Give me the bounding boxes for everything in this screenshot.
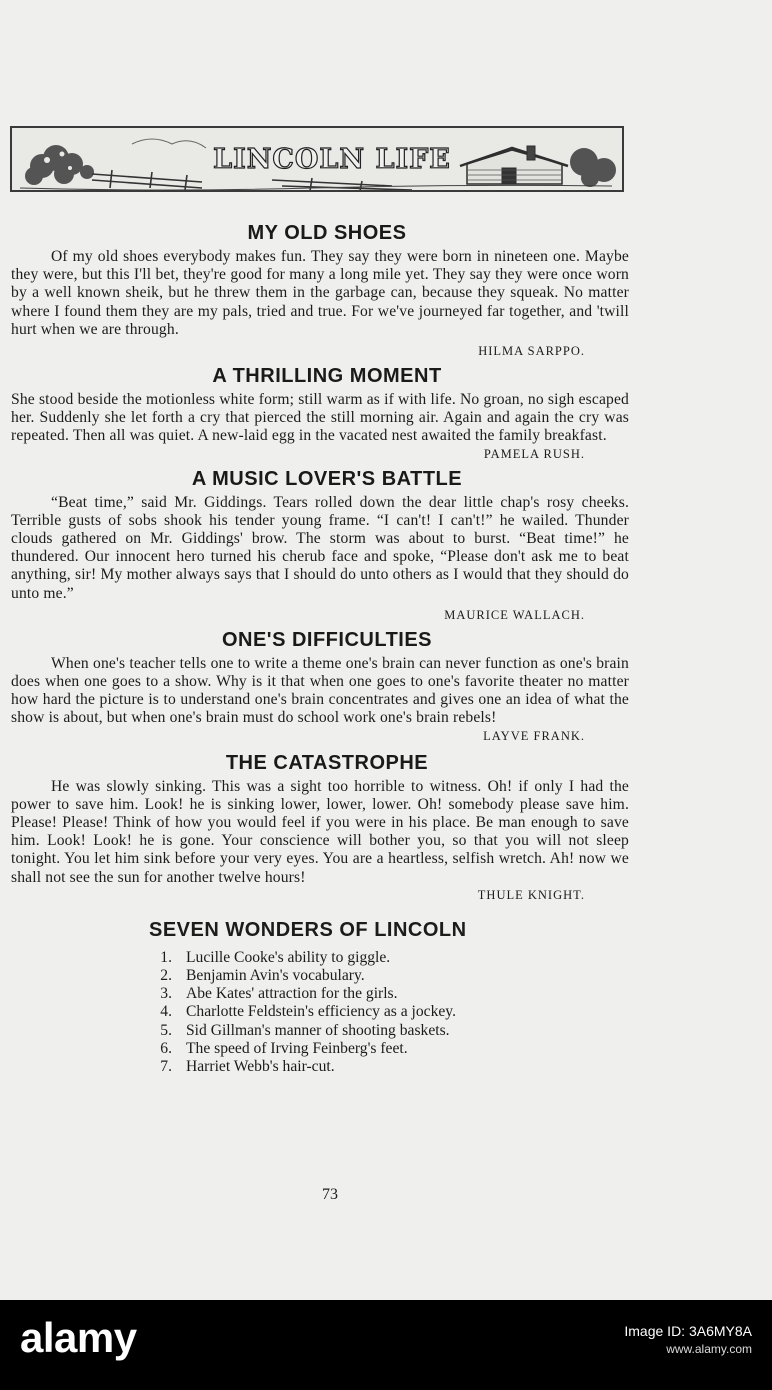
list-text: Abe Kates' attraction for the girls. — [186, 985, 398, 1003]
article-body: When one's teacher tells one to write a theme one's brain can never function as one's brain does when one goes to a show. Why is it that when one goes to one's favorite theater no matter how hard the picture is to understand one's brain concentrates and gives one an idea of what the show is about, but when one's brain must do school work one's brain rebels! — [11, 654, 629, 727]
article-column — [11, 218, 629, 1076]
article-title: MY OLD SHOES — [247, 222, 407, 244]
list-number: 7. — [160, 1058, 172, 1076]
article-the-catastrophe — [11, 748, 629, 903]
article-my-old-shoes — [11, 218, 629, 359]
wonders-list — [11, 949, 629, 1076]
watermark-strip — [0, 1300, 772, 1390]
article-title: ONE'S DIFFICULTIES — [221, 628, 433, 651]
article-ones-difficulties — [11, 625, 629, 744]
article-author: LAYVE FRANK. — [483, 728, 585, 743]
list-number: 2. — [160, 967, 172, 985]
banner-title: LINCOLN LIFE — [213, 144, 451, 175]
article-title: A MUSIC LOVER'S BATTLE — [191, 467, 463, 490]
seven-wonders-section — [11, 917, 629, 1076]
list-number: 6. — [160, 1039, 172, 1057]
list-text: Benjamin Avin's vocabulary. — [186, 967, 365, 985]
list-text: Harriet Webb's hair-cut. — [186, 1058, 335, 1076]
list-item — [138, 949, 629, 967]
list-text: The speed of Irving Feinberg's feet. — [186, 1039, 408, 1057]
list-item — [138, 1022, 629, 1040]
article-a-music-lovers-battle — [11, 464, 629, 623]
page-number: 73 — [322, 1186, 338, 1203]
list-number: 3. — [160, 985, 172, 1003]
article-author: MAURICE WALLACH. — [444, 607, 585, 622]
image-id: Image ID: 3A6MY8A — [624, 1323, 752, 1339]
article-author: THULE KNIGHT. — [477, 887, 585, 902]
list-text: Charlotte Feldstein's efficiency as a jockey. — [186, 1003, 456, 1021]
site-url[interactable]: www.alamy.com — [666, 1342, 752, 1356]
article-title: THE CATASTROPHE — [225, 751, 429, 774]
article-a-thrilling-moment — [11, 361, 629, 462]
article-body: He was slowly sinking. This was a sight too horrible to witness. Oh! if only I had the power to save him. Look! he is sinking lower, lower, lower. Oh! somebody please save him. Please! Please! Think of how you would feel if you were in his place. Be man enough to save him. Look! Look! he is gone. Your conscience will bother you, so that you will not sleep tonight. You let him sink before your very eyes. You are a heartless, selfish wretch. Ah! now we shall not see the sun for another twelve hours! — [11, 777, 629, 886]
list-item — [138, 985, 629, 1003]
alamy-logo: alamy — [20, 1314, 137, 1361]
image-id-label — [624, 1322, 752, 1358]
article-body: She stood beside the motionless white form; still warm as if with life. No groan, no sigh escaped her. Suddenly she let forth a cry that pierced the still morning air. Again and again the cry was repeated. Then all was quiet. A new-laid egg in the vacated nest awaited the family breakfast. — [11, 391, 629, 445]
article-title: A THRILLING MOMENT — [212, 365, 442, 388]
wonders-title: SEVEN WONDERS OF LINCOLN — [149, 918, 467, 941]
list-item — [138, 1040, 629, 1058]
article-body: “Beat time,” said Mr. Giddings. Tears rolled down the dear little chap's rosy cheeks. Terrible gusts of sobs shook his tender young frame. “I can't! I can't!” he wailed. Thunder clouds gathered on Mr. Giddings' brow. The storm was about to burst. “Beat time!” he thundered. Our innocent hero turned his cherub face and spoke, “Please don't ask me to beat anything, sir! My mother always says that I should do unto others as I would that they should do unto me.” — [11, 493, 629, 602]
article-body: Of my old shoes everybody makes fun. They say they were born in nineteen one. Maybe they were, but this I'll bet, they're good for many a long mile yet. They say they were once worn by a well known sheik, but he threw them in the garbage can, because they squeak. No matter where I found them they are my pals, tried and true. For we've journeyed far together, and 'twill hurt when we are through. — [11, 248, 629, 338]
list-item — [138, 967, 629, 985]
list-number: 4. — [160, 1003, 172, 1021]
list-number: 1. — [160, 948, 172, 966]
list-item — [138, 1003, 629, 1021]
article-author: PAMELA RUSH. — [483, 446, 585, 461]
lincoln-life-banner — [10, 126, 624, 192]
list-item — [138, 1058, 629, 1076]
article-author: HILMA SARPPO. — [478, 344, 585, 359]
list-text: Lucille Cooke's ability to giggle. — [186, 948, 391, 966]
list-number: 5. — [160, 1021, 172, 1039]
list-text: Sid Gillman's manner of shooting baskets. — [186, 1021, 450, 1039]
